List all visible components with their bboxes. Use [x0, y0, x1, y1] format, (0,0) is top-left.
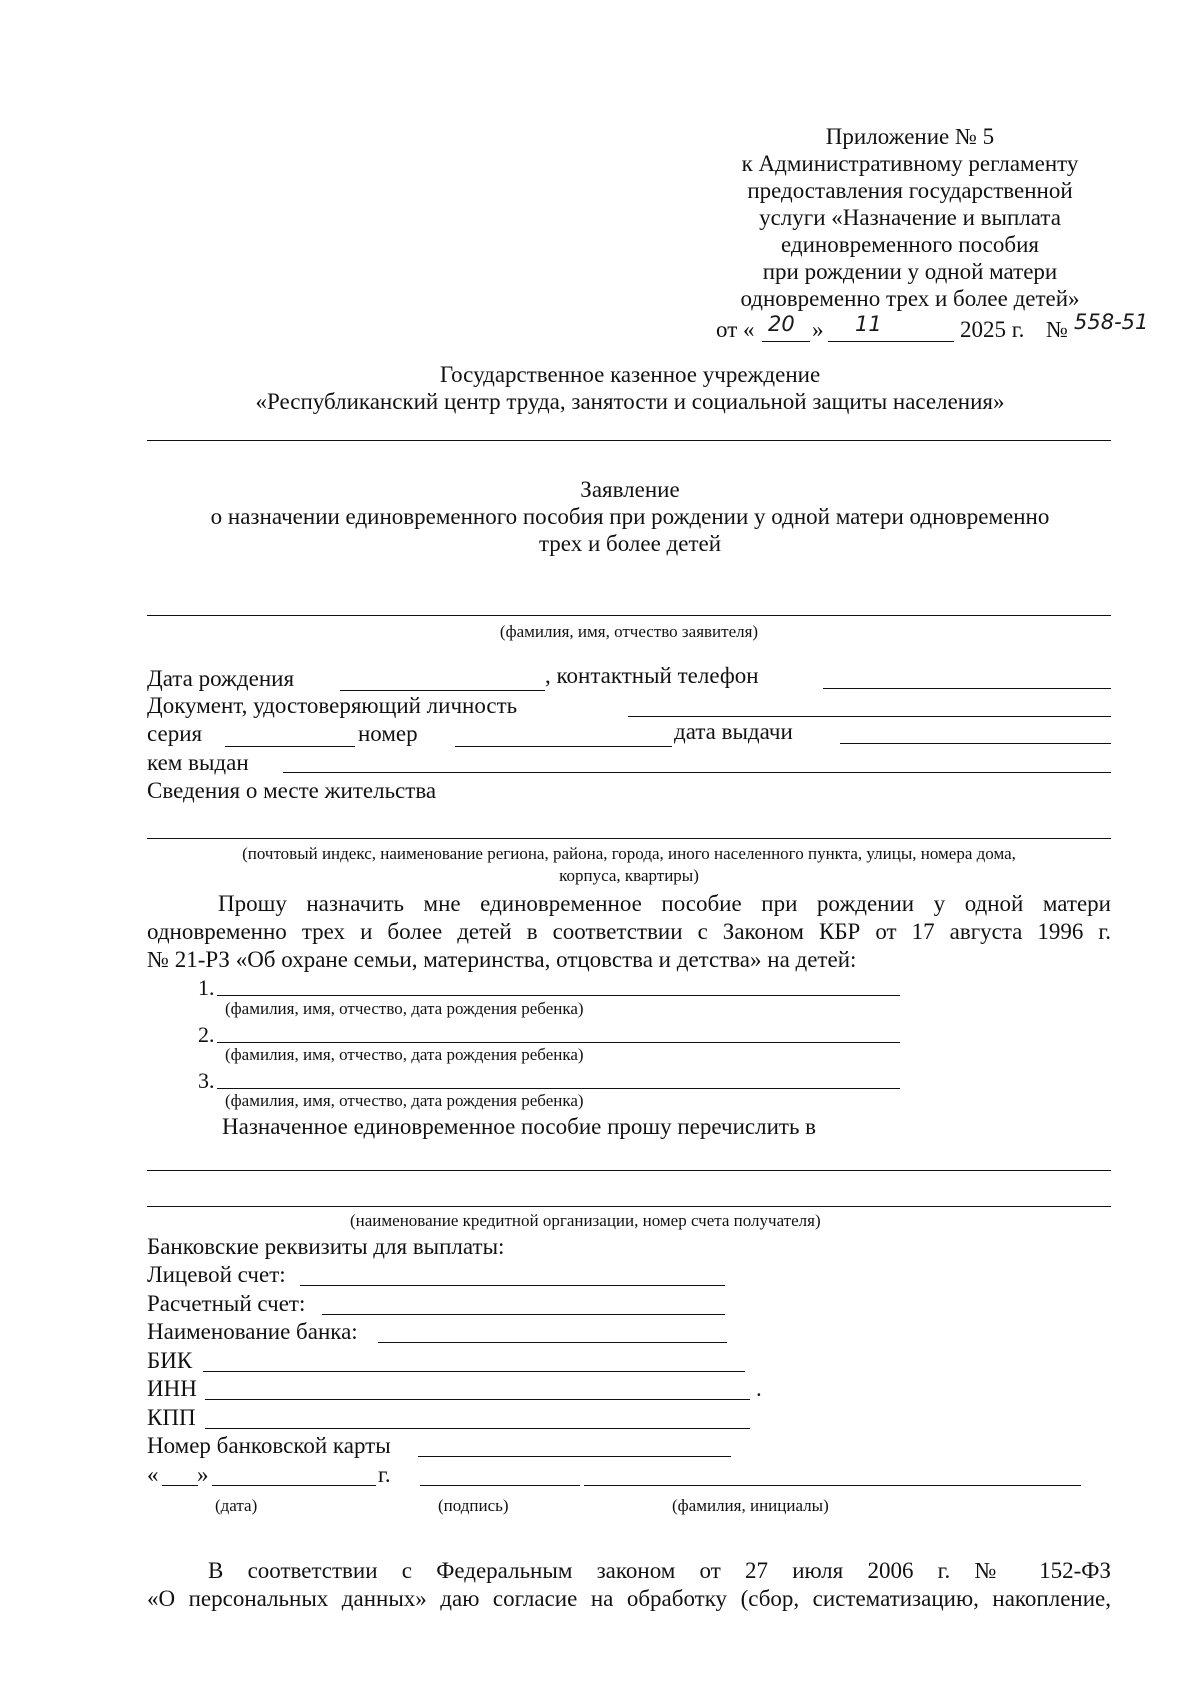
appendix-line: единовременного пособия	[781, 232, 1039, 257]
issue-date-field[interactable]	[840, 743, 1111, 744]
order-year: 2025 г.	[960, 317, 1025, 342]
series-label: серия	[147, 721, 203, 746]
day-underline	[762, 341, 810, 342]
applicant-name-field[interactable]	[147, 615, 1111, 616]
signature-month-field[interactable]	[212, 1485, 376, 1486]
appendix-title: Приложение № 5	[825, 124, 995, 149]
kpp-label: КПП	[147, 1405, 196, 1430]
settlement-account-label: Расчетный счет:	[147, 1291, 306, 1316]
child-number: 3.	[198, 1068, 215, 1093]
bik-label: БИК	[147, 1348, 193, 1373]
consent-line: В соответствии с Федеральным законом от 27 июля 2006 г. № 152-ФЗ	[208, 1558, 1111, 1583]
signature-day-field[interactable]	[162, 1485, 198, 1486]
name-caption: (фамилия, инициалы)	[672, 1496, 829, 1515]
id-document-field[interactable]	[628, 716, 1111, 717]
settlement-account-field[interactable]	[322, 1314, 725, 1315]
phone-field[interactable]	[823, 688, 1111, 689]
bank-name-label: Наименование банка:	[147, 1319, 358, 1344]
date-close-quote: »	[197, 1462, 209, 1487]
credit-organization-field[interactable]	[147, 1170, 1111, 1171]
child-1-field[interactable]	[217, 995, 900, 996]
issued-by-field[interactable]	[283, 772, 1111, 773]
consent-line: «О персональных данных» даю согласие на обработку (сбор, систематизацию, накопление,	[147, 1586, 1111, 1611]
date-prefix: от «	[716, 317, 755, 342]
kpp-field[interactable]	[205, 1428, 750, 1429]
document-subtitle: о назначении единовременного пособия при рождении у одной матери одновременно	[210, 504, 1050, 529]
appendix-line: услуги «Назначение и выплата	[759, 205, 1061, 230]
card-number-label: Номер банковской карты	[147, 1433, 391, 1458]
child-caption: (фамилия, имя, отчество, дата рождения ребенка)	[225, 1091, 584, 1110]
order-number-sign: №	[1046, 317, 1068, 342]
handwritten-order-number: 558-51	[1074, 310, 1149, 334]
request-paragraph-line: № 21-РЗ «Об охране семьи, материнства, отцовства и детства» на детей:	[147, 947, 857, 972]
personal-account-label: Лицевой счет:	[147, 1262, 286, 1287]
number-label: номер	[358, 721, 418, 746]
inn-dot: .	[756, 1376, 762, 1401]
appendix-line: при рождении у одной матери	[762, 259, 1058, 284]
child-2-field[interactable]	[217, 1042, 900, 1043]
signature-caption: (подпись)	[438, 1496, 509, 1515]
inn-label: ИНН	[147, 1376, 197, 1401]
card-number-field[interactable]	[418, 1456, 731, 1457]
child-caption: (фамилия, имя, отчество, дата рождения ребенка)	[225, 999, 584, 1018]
inn-field[interactable]	[205, 1399, 750, 1400]
bank-caption: (наименование кредитной организации, номер счета получателя)	[350, 1211, 821, 1230]
handwritten-month: 11	[855, 312, 882, 336]
child-number: 1.	[198, 975, 215, 1000]
child-3-field[interactable]	[217, 1088, 900, 1089]
handwritten-day: 20	[768, 312, 795, 336]
signature-field[interactable]	[420, 1485, 580, 1486]
phone-label: , контактный телефон	[545, 663, 759, 688]
date-day-close: »	[812, 317, 824, 342]
name-initials-field[interactable]	[584, 1485, 1081, 1486]
request-paragraph-line: Прошу назначить мне единовременное пособие при рождении у одной матери	[218, 891, 1111, 916]
birth-date-label: Дата рождения	[147, 666, 295, 691]
year-suffix: г.	[378, 1462, 391, 1487]
child-number: 2.	[198, 1022, 215, 1047]
bank-heading: Банковские реквизиты для выплаты:	[147, 1234, 505, 1259]
document-title: Заявление	[580, 477, 680, 502]
residence-label: Сведения о месте жительства	[147, 778, 437, 803]
date-caption: (дата)	[215, 1496, 258, 1515]
bank-name-field[interactable]	[378, 1342, 727, 1343]
applicant-name-caption: (фамилия, имя, отчество заявителя)	[499, 622, 759, 641]
child-caption: (фамилия, имя, отчество, дата рождения ребенка)	[225, 1045, 584, 1064]
issue-date-label: дата выдачи	[674, 719, 793, 744]
account-number-field[interactable]	[147, 1206, 1111, 1207]
appendix-line: предоставления государственной	[747, 178, 1073, 203]
series-field[interactable]	[225, 746, 355, 747]
institution-rule	[147, 440, 1111, 441]
month-underline	[828, 341, 954, 342]
address-caption: корпуса, квартиры)	[559, 866, 699, 885]
personal-account-field[interactable]	[300, 1285, 725, 1286]
issued-by-label: кем выдан	[147, 750, 249, 775]
number-field[interactable]	[455, 746, 672, 747]
institution-full-name: «Республиканский центр труда, занятости и социальной защиты населения»	[255, 389, 1005, 414]
request-paragraph-line: одновременно трех и более детей в соответствии с Законом КБР от 17 августа 1996 г.	[147, 919, 1111, 944]
address-field[interactable]	[147, 838, 1111, 839]
bik-field[interactable]	[203, 1371, 745, 1372]
address-caption: (почтовый индекс, наименование региона, района, города, иного населенного пункта, улицы, номера дома,	[242, 844, 1016, 863]
transfer-text: Назначенное единовременное пособие прошу перечислить в	[222, 1114, 817, 1139]
appendix-line: одновременно трех и более детей»	[740, 286, 1080, 311]
id-document-label: Документ, удостоверяющий личность	[147, 693, 518, 718]
date-open-quote: «	[147, 1462, 159, 1487]
birth-date-field[interactable]	[340, 690, 545, 691]
document-subtitle: трех и более детей	[538, 531, 722, 556]
institution-name: Государственное казенное учреждение	[439, 362, 821, 387]
appendix-line: к Административному регламенту	[741, 151, 1079, 176]
